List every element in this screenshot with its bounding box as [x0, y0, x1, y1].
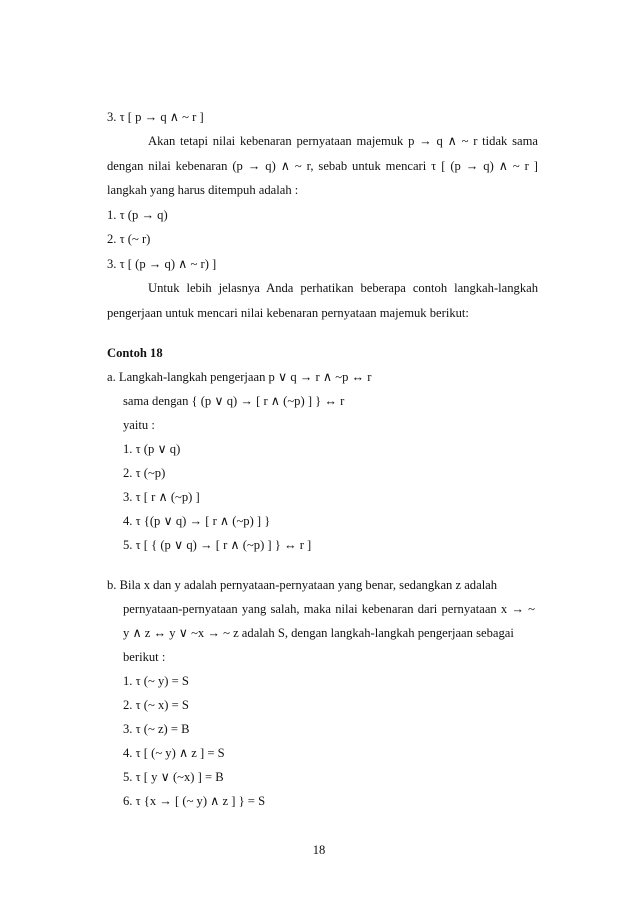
paragraph-line: Untuk lebih jelasnya Anda perhatikan beberapa contoh langkah-langkah [148, 281, 538, 295]
paragraph-line: berikut : [123, 650, 166, 664]
list-item-5: 5. τ [ { (p ∨ q) → [ r ∧ (~p) ] } ↔ r ] [123, 538, 312, 552]
paragraph-line: Akan tetapi nilai kebenaran pernyataan majemuk p → q ∧ ~ r tidak sama [148, 134, 538, 148]
paragraph-line: y ∧ z ↔ y ∨ ~x → ~ z adalah S, dengan langkah-langkah pengerjaan sebagai [123, 626, 514, 640]
list-item-2: 2. τ (~p) [123, 466, 166, 480]
example-b: b. Bila x dan y adalah pernyataan-pernyataan yang benar, sedangkan z adalah [107, 578, 498, 592]
list-item-4: 4. τ [ (~ y) ∧ z ] = S [123, 746, 225, 760]
list-item-4: 4. τ {(p ∨ q) → [ r ∧ (~p) ] } [123, 514, 271, 528]
list-item-3: 3. τ (~ z) = B [123, 722, 190, 736]
list-item-3: 3. τ [ p → q ∧ ~ r ] [107, 110, 204, 124]
section-heading: Contoh 18 [107, 346, 163, 360]
paragraph-line: yaitu : [123, 418, 155, 432]
list-item-2: 2. τ (~ x) = S [123, 698, 189, 712]
list-item-1: 1. τ (p ∨ q) [123, 442, 181, 456]
list-item-1: 1. τ (~ y) = S [123, 674, 189, 688]
paragraph-line: langkah yang harus ditempuh adalah : [107, 183, 299, 197]
list-item-1: 1. τ (p → q) [107, 208, 168, 222]
paragraph-line: pengerjaan untuk mencari nilai kebenaran pernyataan majemuk berikut: [107, 306, 469, 320]
list-item-3: 3. τ [ (p → q) ∧ ~ r) ] [107, 257, 217, 271]
list-item-5: 5. τ [ y ∨ (~x) ] = B [123, 770, 224, 784]
paragraph-line: pernyataan-pernyataan yang salah, maka nilai kebenaran dari pernyataan x → ~ [123, 602, 535, 616]
page-number: 18 [312, 843, 326, 857]
paragraph-line: dengan nilai kebenaran (p → q) ∧ ~ r, sebab untuk mencari τ [ (p → q) ∧ ~ r ] [107, 159, 538, 173]
paragraph-line: sama dengan { (p ∨ q) → [ r ∧ (~p) ] } ↔ r [123, 394, 345, 408]
example-a: a. Langkah-langkah pengerjaan p ∨ q → r ∧ ~p ↔ r [107, 370, 372, 384]
list-item-2: 2. τ (~ r) [107, 232, 151, 246]
list-item-3: 3. τ [ r ∧ (~p) ] [123, 490, 200, 504]
list-item-6: 6. τ {x → [ (~ y) ∧ z ] } = S [123, 794, 266, 808]
